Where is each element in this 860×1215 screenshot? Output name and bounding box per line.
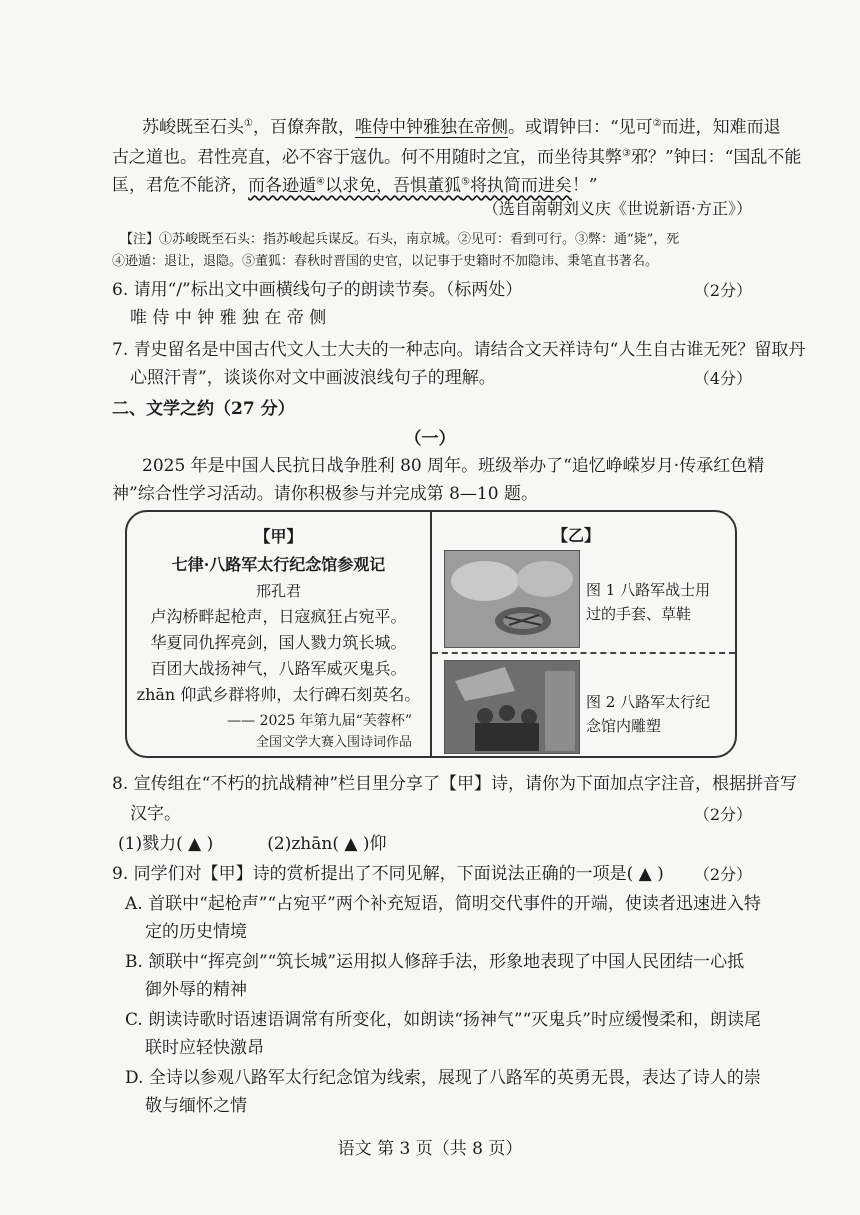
question-8-line-1: 8. 宣传组在“不朽的抗战精神”栏目里分享了【甲】诗，请你为下面加点字注音，根据拼音写 xyxy=(112,774,798,794)
passage-line-3 xyxy=(112,170,752,198)
passage-text: 而进，知难而退 xyxy=(661,117,781,138)
question-9-stem: 9. 同学们对【甲】诗的赏析提出了不同见解，下面说法正确的一项是( ▲ ) xyxy=(112,864,664,884)
option-a-line-2: 定的历史情境 xyxy=(145,922,247,942)
question-7-score: （4分） xyxy=(693,369,752,388)
passage-text: 古之道也。君性亮直，必不容于寇仇。何不用随时之宜，而坐待其弊 xyxy=(112,147,622,168)
passage-text: 。或谓钟曰：“见可 xyxy=(507,117,653,138)
material-box xyxy=(125,510,737,758)
section-intro-1: 2025 年是中国人民抗日战争胜利 80 周年。班级举办了“追忆峥嵘岁月·传承红色精 xyxy=(142,456,765,476)
poem-line-4: zhān 仰武乡群将帅，太行碑石刻英名。 xyxy=(136,685,421,704)
question-8-score: （2分） xyxy=(693,805,752,824)
footnote-marker: ② xyxy=(652,118,662,129)
fig1-caption-1: 图 1 八路军战士用 xyxy=(586,581,711,599)
note-line-2: ④逊遁：退让，退隐。⑤董狐：春秋时晋国的史官，以记事于史籍时不加隐讳、秉笔直书著名。 xyxy=(112,254,659,269)
question-6-sentence: 唯 侍 中 钟 雅 独 在 帝 侧 xyxy=(130,308,327,328)
sculpture-image-icon xyxy=(445,661,579,753)
fig2-caption-1: 图 2 八路军太行纪 xyxy=(586,693,711,711)
question-8-line-2: 汉字。 xyxy=(130,804,181,824)
poem-note-1: —— 2025 年第九届“芙蓉杯” xyxy=(227,713,412,729)
passage-line-1 xyxy=(142,112,781,140)
poem-line-3: 百团大战扬神气，八路军威灭鬼兵。 xyxy=(150,659,407,678)
question-9-score: （2分） xyxy=(693,865,752,884)
poem-panel xyxy=(127,512,430,756)
poem-line-2: 华夏同仇挥亮剑，国人戮力筑长城。 xyxy=(150,633,407,652)
option-d-line-2: 敬与缅怀之情 xyxy=(145,1096,247,1116)
poem-title: 七律·八路军太行纪念馆参观记 xyxy=(171,555,386,574)
question-6: 6. 请用“/”标出文中画横线句子的朗读节奏。（标两处） xyxy=(112,280,523,300)
passage-text: ，百僚奔散， xyxy=(252,117,355,138)
page-footer: 语文 第 3 页（共 8 页） xyxy=(337,1139,523,1159)
poem-line-1: 卢沟桥畔起枪声，日寇疯狂占宛平。 xyxy=(150,607,407,626)
option-a-line-1: A. 首联中“起枪声”“占宛平”两个补充短语，简明交代事件的开端，使读者迅速进入特 xyxy=(125,894,761,914)
option-c-line-2: 联时应轻快激昂 xyxy=(145,1038,264,1058)
photo-gloves-sandals xyxy=(444,550,580,648)
part-title: （一） xyxy=(404,429,456,449)
note-line-1: 【注】①苏峻既至石头：指苏峻起兵谋反。石头，南京城。②见可：看到可行。③弊：通“毙”，死 xyxy=(120,232,680,247)
question-7-line-1: 7. 青史留名是中国古代文人士大夫的一种志向。请结合文天祥诗句“人生自古谁无死？留取丹 xyxy=(112,340,806,360)
gloves-sandals-image-icon xyxy=(445,551,579,647)
yi-label: 【乙】 xyxy=(552,526,601,545)
option-b-line-2: 御外辱的精神 xyxy=(145,980,247,1000)
passage-source: （选自南朝刘义庆《世说新语·方正》） xyxy=(482,199,752,218)
fig2-caption-2: 念馆内雕塑 xyxy=(586,717,662,735)
question-7-line-2: 心照汗青”，谈谈你对文中画波浪线句子的理解。 xyxy=(130,368,496,388)
photo-sculpture xyxy=(444,660,580,754)
question-6-score: （2分） xyxy=(693,281,752,300)
passage-text: 匡，君危不能济， xyxy=(112,175,248,196)
option-d-line-1: D. 全诗以参观八路军太行纪念馆为线索，展现了八路军的英勇无畏，表达了诗人的崇 xyxy=(125,1068,761,1088)
figure-panel xyxy=(432,512,737,756)
option-c-line-1: C. 朗读诗歌时语速语调常有所变化，如朗读“扬神气”“灭鬼兵”时应缓慢柔和，朗读尾 xyxy=(125,1010,761,1030)
passage-text: ！” xyxy=(571,175,598,196)
jia-label: 【甲】 xyxy=(254,527,303,546)
passage-text: 苏峻既至石头 xyxy=(142,117,244,138)
option-b-line-1: B. 颔联中“挥亮剑”“筑长城”运用拟人修辞手法，形象地表现了中国人民团结一心抵 xyxy=(125,952,745,972)
question-8-blanks: (1)戮力( ▲ ) (2)zhān( ▲ )仰 xyxy=(118,834,387,854)
section-title: 二、文学之约（27 分） xyxy=(112,399,295,419)
dashed-divider xyxy=(432,652,735,654)
fig1-caption-2: 过的手套、草鞋 xyxy=(586,605,692,623)
underlined-sentence: 唯侍中钟雅独在帝侧 xyxy=(354,117,508,138)
passage-text: 邪？”钟曰：“国乱不能 xyxy=(630,147,802,168)
footnote-marker: ① xyxy=(244,118,253,129)
wavy-sentence: 而各逊遁④以求免，吾惧董狐⑤将执简而进矣 xyxy=(248,175,572,196)
section-intro-2: 神”综合性学习活动。请你积极参与并完成第 8—10 题。 xyxy=(112,484,538,504)
poem-note-2: 全国文学大赛入围诗词作品 xyxy=(255,735,412,750)
footnote-marker: ③ xyxy=(622,148,631,159)
passage-line-2 xyxy=(112,142,802,170)
poem-author: 邢孔君 xyxy=(255,582,301,600)
